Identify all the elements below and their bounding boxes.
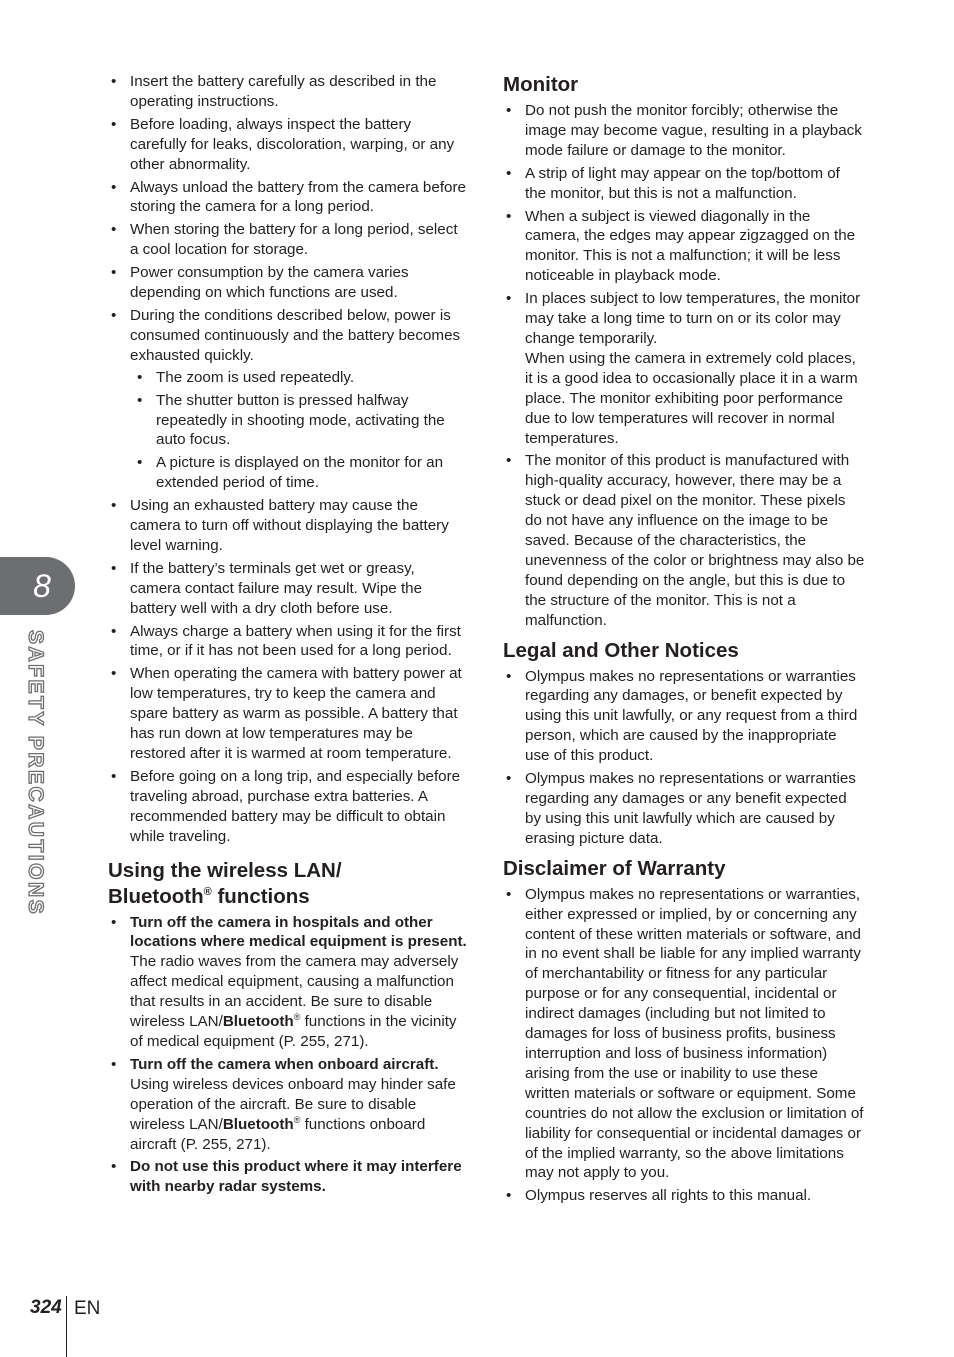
warning-text: The radio waves from the camera may adversely affect medical equipment, causing a malfunction that results in an accident. Be sure to disable wireless LAN/ [130, 953, 459, 1031]
legal-list [503, 667, 865, 849]
heading-text: functions [211, 884, 310, 908]
bluetooth-word: Bluetooth [222, 1013, 294, 1031]
page-number: 324 [30, 1297, 62, 1318]
sub-list-item: • The shutter button is pressed halfway repeatedly in shooting mode, activating the auto focus. [134, 391, 468, 451]
list-item: • Always unload the battery from the camera before storing the camera for a long period. [108, 178, 468, 218]
battery-list [108, 72, 468, 847]
language-label: EN [74, 1298, 101, 1319]
legal-heading: Legal and Other Notices [503, 638, 739, 662]
list-item: • Power consumption by the camera varies depending on which functions are used. [108, 263, 468, 303]
list-item: • Before loading, always inspect the battery carefully for leaks, discoloration, warping, or any other abnormality. [108, 115, 468, 175]
list-item-text: • In places subject to low temperatures, the monitor may take a long time to turn on or its color may change temporarily. [525, 290, 861, 347]
list-item: • Always charge a battery when using it for the first time, or if it has not been used for a long period. [108, 622, 468, 662]
list-item [503, 289, 865, 448]
list-item: • Olympus reserves all rights to this manual. [503, 1186, 865, 1206]
warning-text: functions onboard aircraft (P. 255, 271). [130, 1115, 426, 1153]
list-item: • Using an exhausted battery may cause the camera to turn off without displaying the battery level warning. [108, 496, 468, 556]
list-item: • When operating the camera with battery power at low temperatures, try to keep the camera and spare battery as warm as possible. A battery that has run down at low temperatures may be restored after it is warmed at room temperature. [108, 664, 468, 764]
chapter-number: 8 [33, 568, 51, 604]
left-column [108, 70, 468, 1200]
registered-mark: ® [293, 1114, 301, 1125]
list-item-text: During the conditions described below, power is consumed continuously and the battery becomes exhausted quickly. [130, 306, 461, 364]
registered-mark: ® [293, 1012, 301, 1022]
footer-divider [66, 1296, 67, 1357]
list-item: • Olympus makes no representations or warranties regarding any damages or any benefit expected by using this unit lawfully which are caused by erasing picture data. [503, 769, 865, 849]
list-item: • Do not push the monitor forcibly; otherwise the image may become vague, resulting in a playback mode failure or damage to the monitor. [503, 101, 865, 161]
list-item: • Olympus makes no representations or warranties regarding any damages, or benefit expected by using this unit lawfully, or any request from a third person, which are caused by the inappropriate use of this product. [503, 667, 865, 767]
list-item [108, 1055, 468, 1155]
list-item: • The monitor of this product is manufactured with high-quality accuracy, however, there may be a stuck or dead pixel on the monitor. These pixels do not have any influence on the image to be saved. Because of the characteristics, the unevenness of the color or brightness may also be found depending on the angle, but this is due to the structure of the monitor. This is not a malfunction. [503, 451, 865, 630]
disclaimer-heading: Disclaimer of Warranty [503, 856, 726, 880]
sub-list-item: • The zoom is used repeatedly. [134, 368, 468, 388]
list-item [108, 1157, 468, 1197]
monitor-list [503, 101, 865, 631]
warning-text: Using wireless devices onboard may hinder safe operation of the aircraft. Be sure to disable wireless LAN/ [130, 1075, 456, 1133]
list-item: • When storing the battery for a long period, select a cool location for storage. [108, 220, 468, 260]
list-item: • Olympus makes no representations or warranties, either expressed or implied, by or concerning any content of these written materials or software, and in no event shall be liable for any implied warranty of merchantability or fitness for any particular purpose or for any consequential, incidental or indirect damages (including but not limited to damages for loss of business profits, business interruption and loss of business information) arising from the use or inability to use these written materials or software or equipment. Some countries do not allow the exclusion or limitation of liability for consequential or incidental damages or of the implied warranty, so the above limitations may not apply to you. [503, 885, 865, 1184]
wireless-list [108, 913, 468, 1198]
bluetooth-word: Bluetooth [222, 1115, 294, 1133]
list-item: • If the battery’s terminals get wet or greasy, camera contact failure may result. Wipe the battery well with a dry cloth before use. [108, 559, 468, 619]
warning-text: functions in the vicinity of medical equipment (P. 255, 271). [130, 1013, 457, 1050]
list-item: • A strip of light may appear on the top/bottom of the monitor, but this is not a malfunction. [503, 164, 865, 204]
heading-text: Bluetooth [108, 884, 204, 908]
monitor-heading: Monitor [503, 73, 579, 96]
warning-title: • Turn off the camera in hospitals and other locations where medical equipment is present. [130, 913, 467, 951]
registered-mark: ® [203, 885, 212, 898]
wireless-heading [108, 858, 468, 910]
warning-title: • Turn off the camera when onboard aircraft. [130, 1055, 439, 1073]
list-item: • Insert the battery carefully as described in the operating instructions. [108, 72, 468, 112]
list-item [108, 913, 468, 1052]
right-column [503, 70, 865, 1209]
sub-list-item: • A picture is displayed on the monitor for an extended period of time. [134, 453, 468, 493]
list-item: • When a subject is viewed diagonally in the camera, the edges may appear zigzagged on the monitor. This is not a malfunction; it will be less noticeable in playback mode. [503, 207, 865, 287]
disclaimer-list [503, 885, 865, 1207]
list-item-text: When using the camera in extremely cold places, it is a good idea to occasionally place it in a warm place. The monitor exhibiting poor performance due to low temperatures will recover in normal temperatures. [525, 349, 858, 447]
heading-text: Using the wireless LAN/ [108, 858, 342, 882]
warning-title: Do not use this product where it may interfere with nearby radar systems. [130, 1158, 462, 1196]
list-item [108, 306, 468, 493]
chapter-title: SAFETY PRECAUTIONS [24, 630, 47, 917]
sub-list [130, 368, 468, 493]
list-item: • Before going on a long trip, and especially before traveling abroad, purchase extra batteries. A recommended battery may be difficult to obtain while traveling. [108, 767, 468, 847]
